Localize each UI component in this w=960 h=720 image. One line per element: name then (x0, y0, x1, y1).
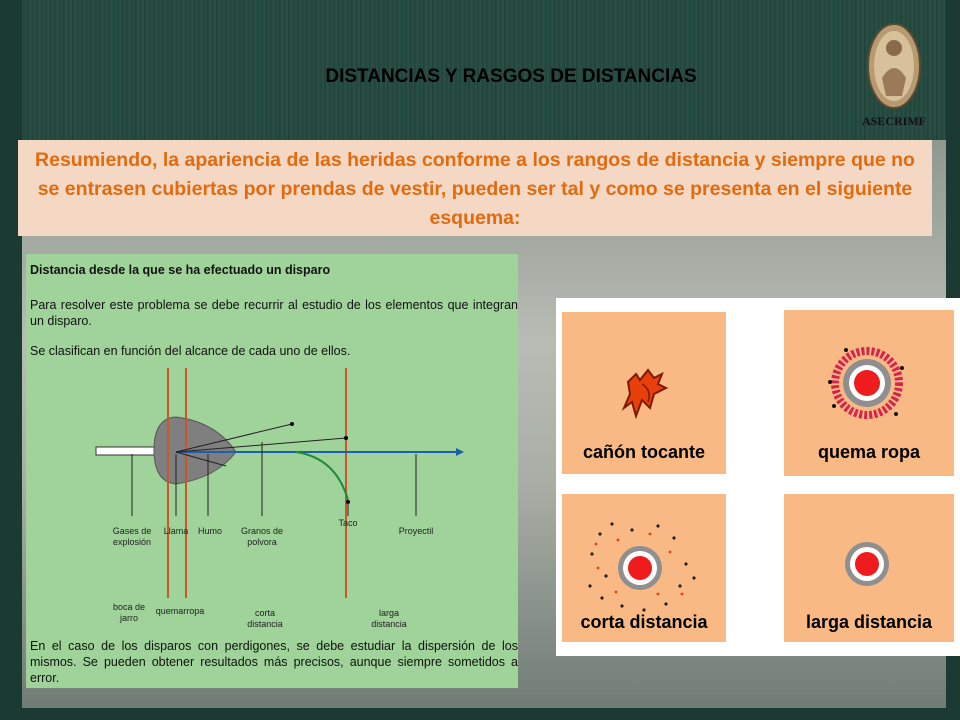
wound-appearance-panel (556, 298, 960, 656)
stippling-wound-icon (562, 494, 726, 614)
powder-grain-2 (344, 436, 348, 440)
slide-title: DISTANCIAS Y RASGOS DE DISTANCIAS (325, 66, 697, 87)
card-quema-ropa (784, 310, 954, 476)
label-gases: Gases de explosión (112, 526, 152, 547)
range-quemarropa: quemarropa (155, 606, 205, 616)
label-llama: Llama (163, 526, 189, 536)
label-humo: Humo (197, 526, 222, 536)
caption-quema-ropa: quema ropa (817, 442, 921, 462)
card-corta-distancia (562, 494, 726, 642)
caption-canon-tocante: cañón tocante (582, 442, 706, 462)
card-canon-tocante (562, 312, 726, 474)
summary-box: Resumiendo, la apariencia de las heridas conforme a los rangos de distancia y siempre que no se entrasen cubiertas por prendas de vestir, pueden ser tal y como se presenta en el siguiente esquema: (18, 140, 932, 236)
card-larga-distancia (784, 494, 954, 642)
distance-diagram-panel (26, 254, 518, 688)
label-granos: Granos de polvora (240, 526, 284, 547)
diagram-paragraph-1: Para resolver este problema se debe recurrir al estudio de los elementos que integran un disparo. (30, 298, 518, 328)
range-corta: corta distancia (247, 608, 283, 629)
range-larga: larga distancia (371, 608, 407, 629)
star-wound-icon (562, 312, 726, 432)
frame-left (0, 0, 22, 720)
asecrimf-logo (852, 18, 936, 138)
projectile-arrowhead (456, 448, 464, 456)
shot-diagram (26, 254, 518, 634)
burn-ring-wound-icon (784, 310, 954, 430)
logo-text: ASECRIMF (861, 114, 926, 128)
frame-bottom (0, 708, 960, 720)
range-boca: boca de jarro (112, 602, 146, 623)
logo-emblem-icon (852, 18, 936, 114)
diagram-paragraph-2: Se clasifican en función del alcance de cada uno de ellos. (30, 344, 351, 358)
diagram-paragraph-3: En el caso de los disparos con perdigones, se debe estudiar la dispersión de los mismos. Se pueden obtener resultados más precisos, aunque siempre sometidos a error. (30, 639, 518, 685)
caption-corta-distancia: corta distancia (580, 612, 708, 632)
powder-grain-1 (290, 422, 294, 426)
caption-larga-distancia: larga distancia (805, 612, 933, 632)
wad-trajectory (296, 452, 348, 500)
clean-wound-icon (784, 494, 954, 614)
diagram-heading: Distancia desde la que se ha efectuado un disparo (30, 263, 331, 277)
label-taco: Taco (338, 518, 358, 528)
label-proyectil: Proyectil (398, 526, 434, 536)
